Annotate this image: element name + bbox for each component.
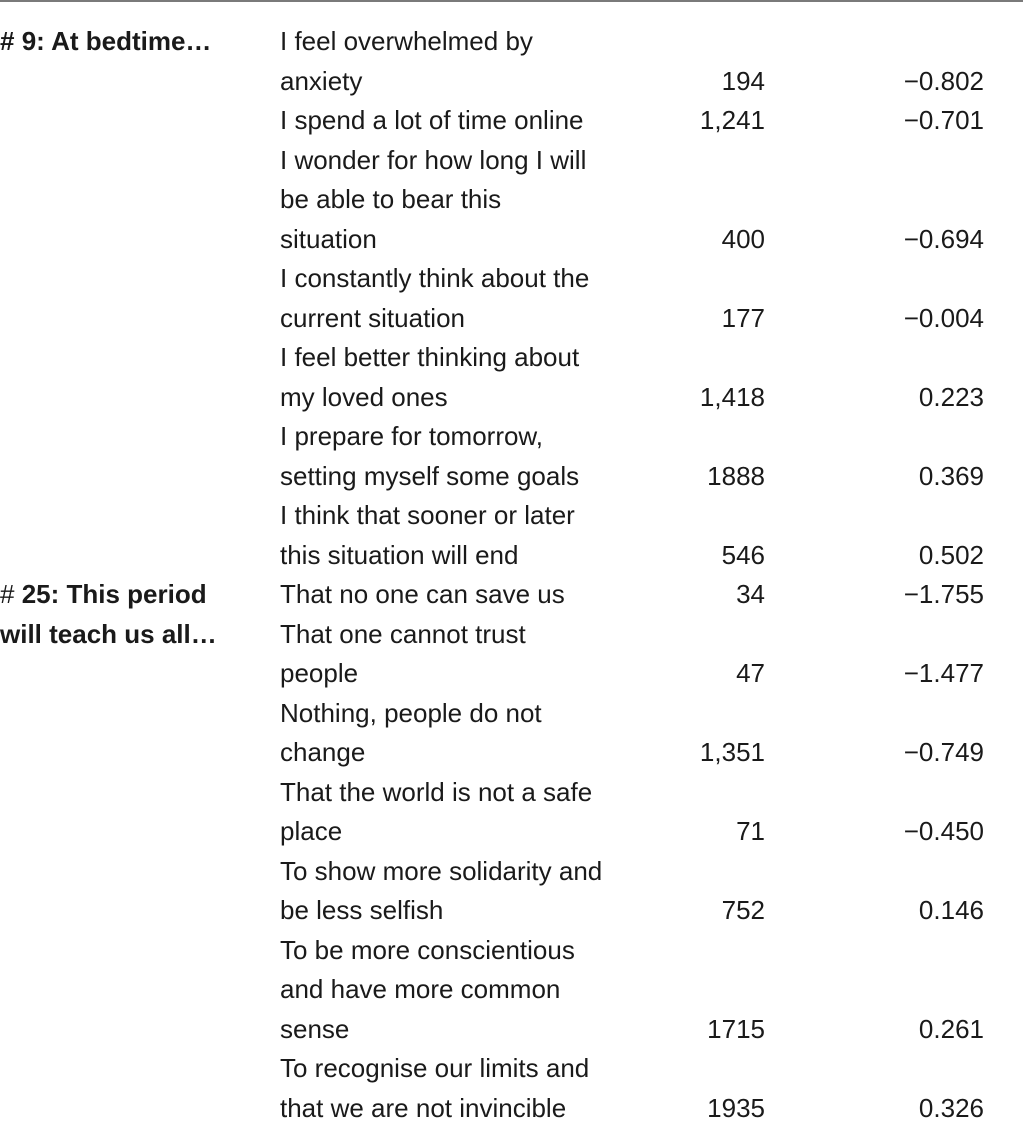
answer-text: I spend a lot of time online	[280, 101, 660, 141]
answer-text: That the world is not a safe place	[280, 773, 660, 852]
answer-text: Nothing, people do not change	[280, 694, 660, 773]
table-row	[0, 22, 1023, 101]
answer-text: I wonder for how long I will be able to bear this situation	[280, 141, 660, 260]
table-row	[0, 694, 1023, 773]
answer-score: −0.802	[904, 62, 984, 102]
answer-score: −0.701	[904, 101, 984, 141]
table-row	[0, 931, 1023, 1050]
answer-count: 1715	[707, 1010, 765, 1050]
answer-text: To be more conscientious and have more common sense	[280, 931, 660, 1050]
table-row	[0, 338, 1023, 417]
table-row	[0, 141, 1023, 260]
answer-count: 177	[722, 299, 765, 339]
table-row	[0, 575, 1023, 615]
answer-score: −0.749	[904, 733, 984, 773]
answer-score: −0.004	[904, 299, 984, 339]
question-hash: #	[0, 26, 14, 56]
question-text: 25: This period will teach us all…	[0, 579, 217, 649]
answer-text: That one cannot trust people	[280, 615, 660, 694]
results-table	[0, 22, 1023, 1128]
answer-text: To show more solidarity and be less selfish	[280, 852, 660, 931]
question-hash: #	[0, 579, 14, 609]
table-row	[0, 852, 1023, 931]
answer-text: I feel overwhelmed by anxiety	[280, 22, 660, 101]
answer-text: I feel better thinking about my loved ones	[280, 338, 660, 417]
answer-text: That no one can save us	[280, 575, 660, 615]
answer-count: 752	[722, 891, 765, 931]
answer-count: 1,418	[700, 378, 765, 418]
answer-score: 0.261	[919, 1010, 984, 1050]
table-row	[0, 101, 1023, 141]
table-row	[0, 496, 1023, 575]
answer-text: To recognise our limits and that we are not invincible	[280, 1049, 660, 1128]
question-text: 9: At bedtime…	[14, 26, 211, 56]
table-row	[0, 259, 1023, 338]
answer-count: 1,351	[700, 733, 765, 773]
answer-text: I constantly think about the current situation	[280, 259, 660, 338]
answer-count: 1888	[707, 457, 765, 497]
answer-count: 1,241	[700, 101, 765, 141]
answer-count: 1935	[707, 1089, 765, 1128]
answer-score: 0.369	[919, 457, 984, 497]
answer-text: I prepare for tomorrow, setting myself some goals	[280, 417, 660, 496]
answer-score: −0.450	[904, 812, 984, 852]
answer-score: −1.477	[904, 654, 984, 694]
answer-score: 0.326	[919, 1089, 984, 1128]
answer-score: −1.755	[904, 575, 984, 615]
table-row	[0, 615, 1023, 694]
top-rule	[0, 0, 1023, 2]
table-row	[0, 773, 1023, 852]
answer-count: 400	[722, 220, 765, 260]
answer-count: 47	[736, 654, 765, 694]
answer-text: I think that sooner or later this situation will end	[280, 496, 660, 575]
answer-count: 34	[736, 575, 765, 615]
answer-score: −0.694	[904, 220, 984, 260]
answer-count: 194	[722, 62, 765, 102]
table-row	[0, 1049, 1023, 1128]
answer-score: 0.223	[919, 378, 984, 418]
answer-score: 0.502	[919, 536, 984, 576]
table-row	[0, 417, 1023, 496]
answer-count: 546	[722, 536, 765, 576]
answer-count: 71	[736, 812, 765, 852]
question-label	[0, 22, 270, 62]
answer-score: 0.146	[919, 891, 984, 931]
